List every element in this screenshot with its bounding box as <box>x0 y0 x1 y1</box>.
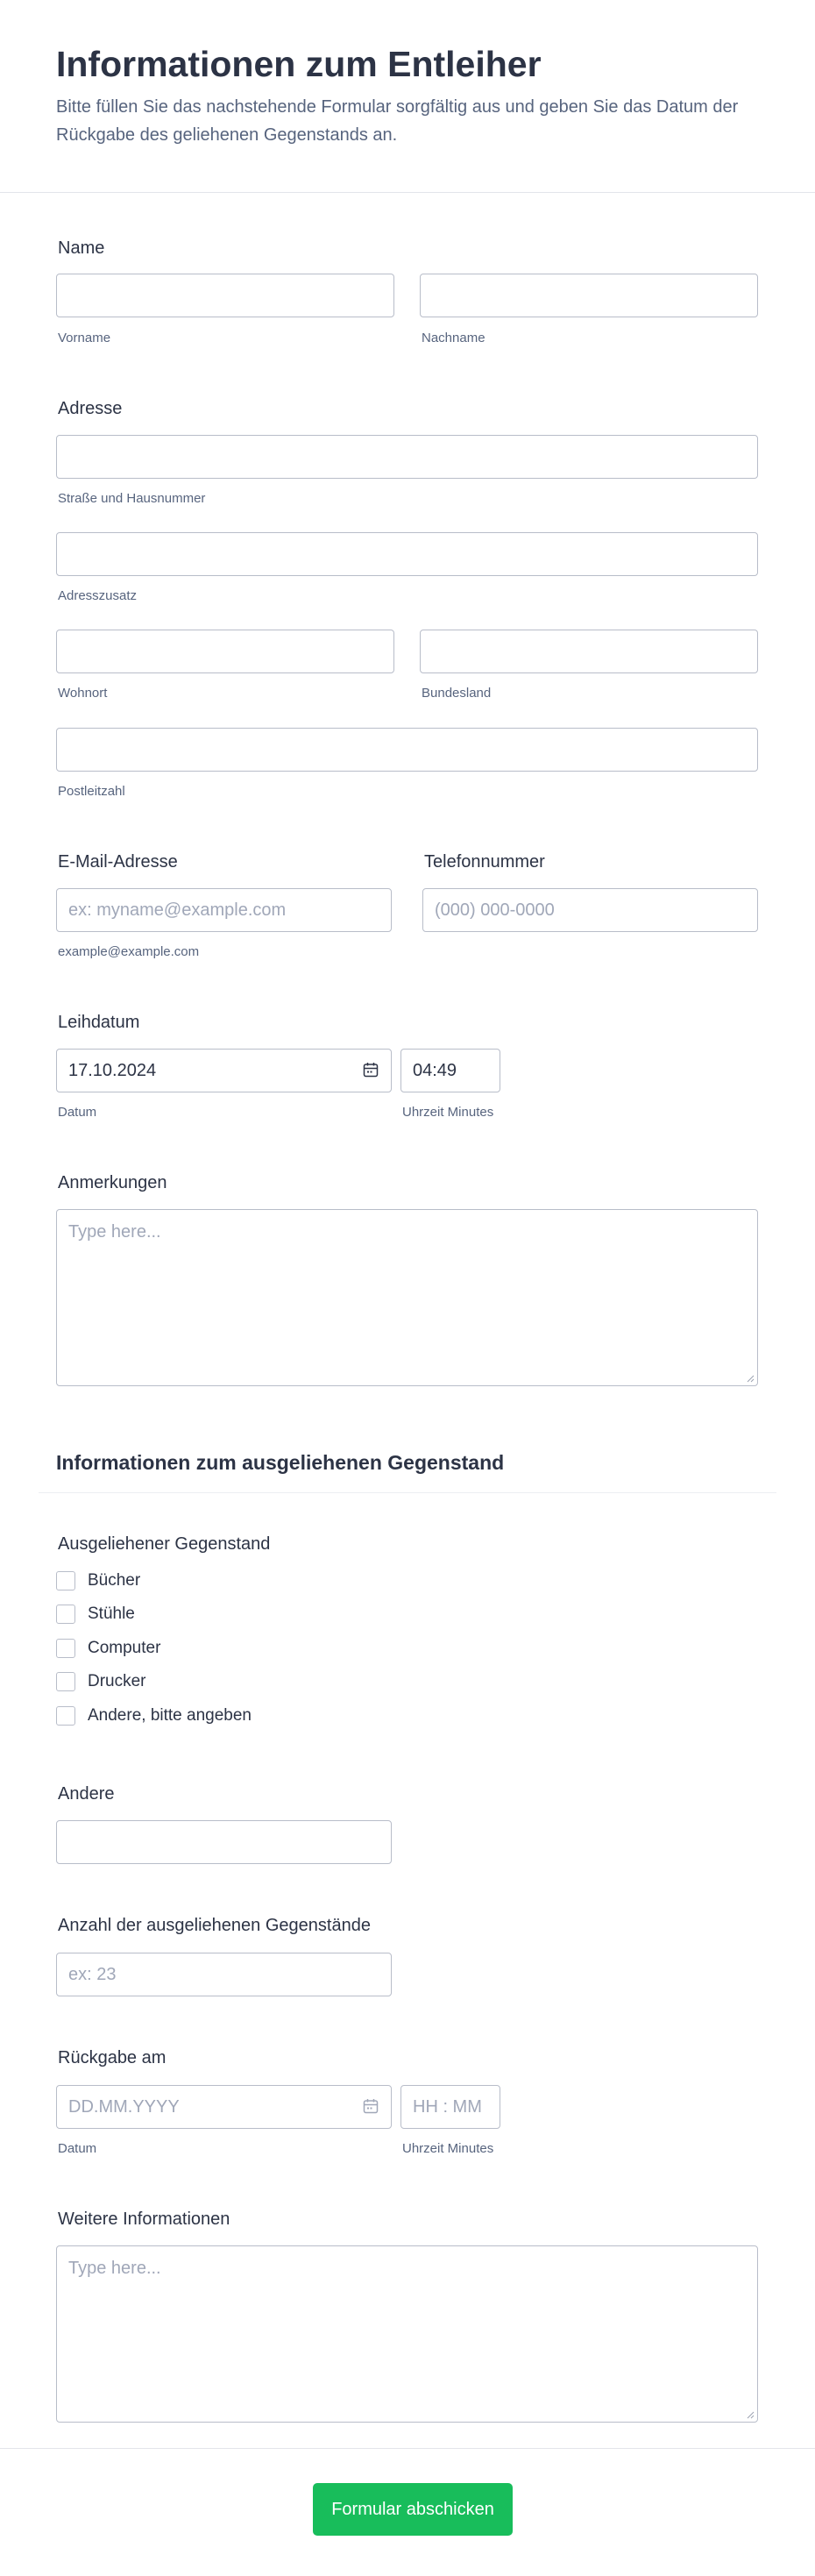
phone-label: Telefonnummer <box>424 852 545 872</box>
other-input[interactable] <box>56 1820 392 1864</box>
option-computer[interactable] <box>56 1639 160 1658</box>
loan-time-value: 04:49 <box>413 1061 457 1080</box>
option-other[interactable] <box>56 1706 252 1726</box>
option-label: Stühle <box>88 1605 135 1623</box>
checkbox-printer[interactable] <box>56 1672 75 1691</box>
option-label: Computer <box>88 1639 161 1657</box>
option-label: Andere, bitte angeben <box>88 1706 252 1725</box>
quantity-input[interactable] <box>56 1953 392 1996</box>
last-name-input[interactable] <box>420 274 758 317</box>
calendar-icon[interactable] <box>363 1062 379 1078</box>
return-date-label: Rückgabe am <box>58 2048 167 2067</box>
zip-sublabel: Postleitzahl <box>58 784 125 799</box>
first-name-sublabel: Vorname <box>58 331 111 345</box>
quantity-label: Anzahl der ausgeliehenen Gegenstände <box>58 1916 371 1935</box>
submit-button[interactable]: Formular abschicken <box>313 2483 513 2536</box>
email-input[interactable] <box>56 888 392 932</box>
section-divider <box>39 1492 776 1493</box>
loan-date-label: Leihdatum <box>58 1013 140 1032</box>
form-subtitle: Bitte füllen Sie das nachstehende Formular sorgfältig aus und geben Sie das Datum der Rückgabe des geliehenen Gegenstands an. <box>56 97 739 145</box>
checkbox-books[interactable] <box>56 1571 75 1590</box>
checkbox-other[interactable] <box>56 1706 75 1726</box>
loan-date-sublabel: Datum <box>58 1105 97 1120</box>
notes-textarea[interactable] <box>56 1209 758 1386</box>
address-addition-input[interactable] <box>56 532 758 576</box>
return-date-input[interactable] <box>56 2085 392 2129</box>
return-time-input[interactable] <box>400 2085 500 2129</box>
address-label: Adresse <box>58 399 123 418</box>
city-input[interactable] <box>56 630 394 673</box>
state-input[interactable] <box>420 630 758 673</box>
form-title: Informationen zum Entleiher <box>56 44 542 84</box>
calendar-icon[interactable] <box>363 2098 379 2114</box>
city-sublabel: Wohnort <box>58 686 108 701</box>
return-date-placeholder: DD.MM.YYYY <box>68 2097 180 2117</box>
more-info-container <box>56 2245 758 2423</box>
checkbox-chairs[interactable] <box>56 1605 75 1624</box>
email-sublabel: example@example.com <box>58 944 200 959</box>
resize-grip-icon[interactable] <box>746 2410 755 2419</box>
other-label: Andere <box>58 1784 115 1804</box>
return-date-sublabel: Datum <box>58 2141 97 2156</box>
loan-date-input[interactable] <box>56 1049 392 1092</box>
notes-container <box>56 1209 758 1386</box>
checkbox-computer[interactable] <box>56 1639 75 1658</box>
footer-divider <box>0 2448 815 2449</box>
zip-input[interactable] <box>56 728 758 772</box>
phone-input[interactable] <box>422 888 758 932</box>
option-label: Drucker <box>88 1672 146 1690</box>
option-label: Bücher <box>88 1571 141 1590</box>
loan-time-sublabel: Uhrzeit Minutes <box>402 1105 494 1120</box>
street-sublabel: Straße und Hausnummer <box>58 491 206 506</box>
header-divider <box>0 192 815 193</box>
last-name-sublabel: Nachname <box>422 331 485 345</box>
state-sublabel: Bundesland <box>422 686 492 701</box>
address-addition-sublabel: Adresszusatz <box>58 588 138 603</box>
more-info-textarea[interactable] <box>56 2245 758 2423</box>
option-chairs[interactable] <box>56 1605 135 1624</box>
section-heading-item: Informationen zum ausgeliehenen Gegenstand <box>56 1451 505 1474</box>
loan-time-input[interactable] <box>400 1049 500 1092</box>
street-input[interactable] <box>56 435 758 479</box>
resize-grip-icon[interactable] <box>746 1374 755 1383</box>
option-books[interactable] <box>56 1571 140 1590</box>
email-label: E-Mail-Adresse <box>58 852 178 872</box>
return-time-placeholder: HH : MM <box>413 2097 482 2117</box>
loan-date-value: 17.10.2024 <box>68 1061 157 1080</box>
item-label: Ausgeliehener Gegenstand <box>58 1534 271 1554</box>
option-printer[interactable] <box>56 1672 146 1691</box>
name-label: Name <box>58 238 105 258</box>
return-time-sublabel: Uhrzeit Minutes <box>402 2141 494 2156</box>
first-name-input[interactable] <box>56 274 394 317</box>
notes-label: Anmerkungen <box>58 1173 167 1192</box>
more-info-label: Weitere Informationen <box>58 2210 230 2229</box>
